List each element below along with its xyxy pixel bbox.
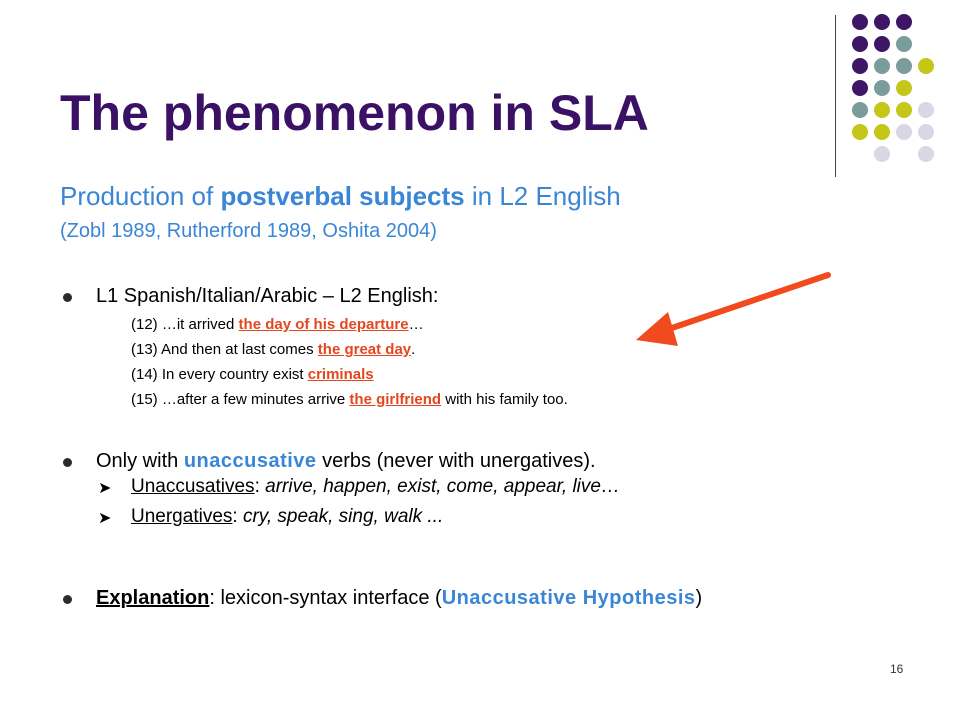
bullet2-blue: unaccusative [183,450,317,472]
sub-list: cry, speak, sing, walk ... [242,506,444,527]
red-arrow-icon [620,260,840,360]
arrowhead-bullet-icon: ➤ [98,510,112,527]
decorative-dot [918,58,934,74]
decorative-dot [896,36,912,52]
subtitle [60,181,621,212]
sub-label: Unergatives [131,506,233,527]
decorative-dot [874,102,890,118]
decorative-dot [896,80,912,96]
decorative-dot [874,14,890,30]
subtitle-post: in L2 English [464,181,621,211]
example-post: with his family too. [441,391,568,408]
example-14 [131,366,374,383]
example-post: … [408,316,424,333]
sub-list: arrive, happen, exist, come, appear, live… [265,476,620,497]
bullet2-post: verbs (never with unergatives). [316,450,596,472]
example-highlight: the girlfriend [349,391,442,408]
example-pre: (12) …it arrived [131,316,239,333]
bullet2-text [96,450,596,473]
example-highlight: criminals [307,366,374,383]
bullet-dot [63,458,72,467]
sub-label: Unaccusatives [131,476,255,497]
decorative-dot [852,14,868,30]
decorative-dot [852,58,868,74]
arrowhead-bullet-icon: ➤ [98,480,112,497]
bullet3-post: ) [695,587,703,609]
sub-unergatives [131,506,443,528]
decorative-dot [896,14,912,30]
decorative-dot [874,146,890,162]
page-number: 16 [890,662,904,676]
divider-line [835,15,836,177]
sub-unaccusatives [131,476,620,498]
decorative-dot [852,124,868,140]
example-pre: (15) …after a few minutes arrive [131,391,350,408]
bullet-dot [63,595,72,604]
example-highlight: the great day [317,341,412,358]
decorative-dot [918,124,934,140]
example-post: . [411,341,416,358]
example-pre: (13) And then at last comes [131,341,318,358]
example-pre: (14) In every country exist [131,366,308,383]
bullet-dot [63,293,72,302]
citation: (Zobl 1989, Rutherford 1989, Oshita 2004) [60,220,437,242]
decorative-dot [874,124,890,140]
decorative-dot [852,80,868,96]
decorative-dot [874,58,890,74]
subtitle-bold: postverbal subjects [220,181,465,211]
subtitle-pre: Production of [60,181,221,211]
sub-colon: : [232,506,243,527]
example-15 [131,391,568,408]
decorative-dot [918,102,934,118]
decorative-dot [896,124,912,140]
bullet3-mid: : lexicon-syntax interface ( [209,587,442,609]
example-highlight: the day of his departure [238,316,409,333]
decorative-dot [896,58,912,74]
decorative-dot [918,146,934,162]
decorative-dot [852,36,868,52]
decorative-dot [874,80,890,96]
sub-colon: : [254,476,266,497]
bullet3-text [96,587,702,610]
explanation-label: Explanation [96,587,210,609]
decorative-dot [896,102,912,118]
decorative-dot [874,36,890,52]
decorative-dot [852,102,868,118]
bullet2-pre: Only with [96,450,184,472]
bullet1-text: L1 Spanish/Italian/Arabic – L2 English: [96,285,439,307]
example-13 [131,341,415,358]
bullet3-blue: Unaccusative Hypothesis [441,587,696,609]
slide-title: The phenomenon in SLA [60,85,649,141]
example-12 [131,316,424,333]
